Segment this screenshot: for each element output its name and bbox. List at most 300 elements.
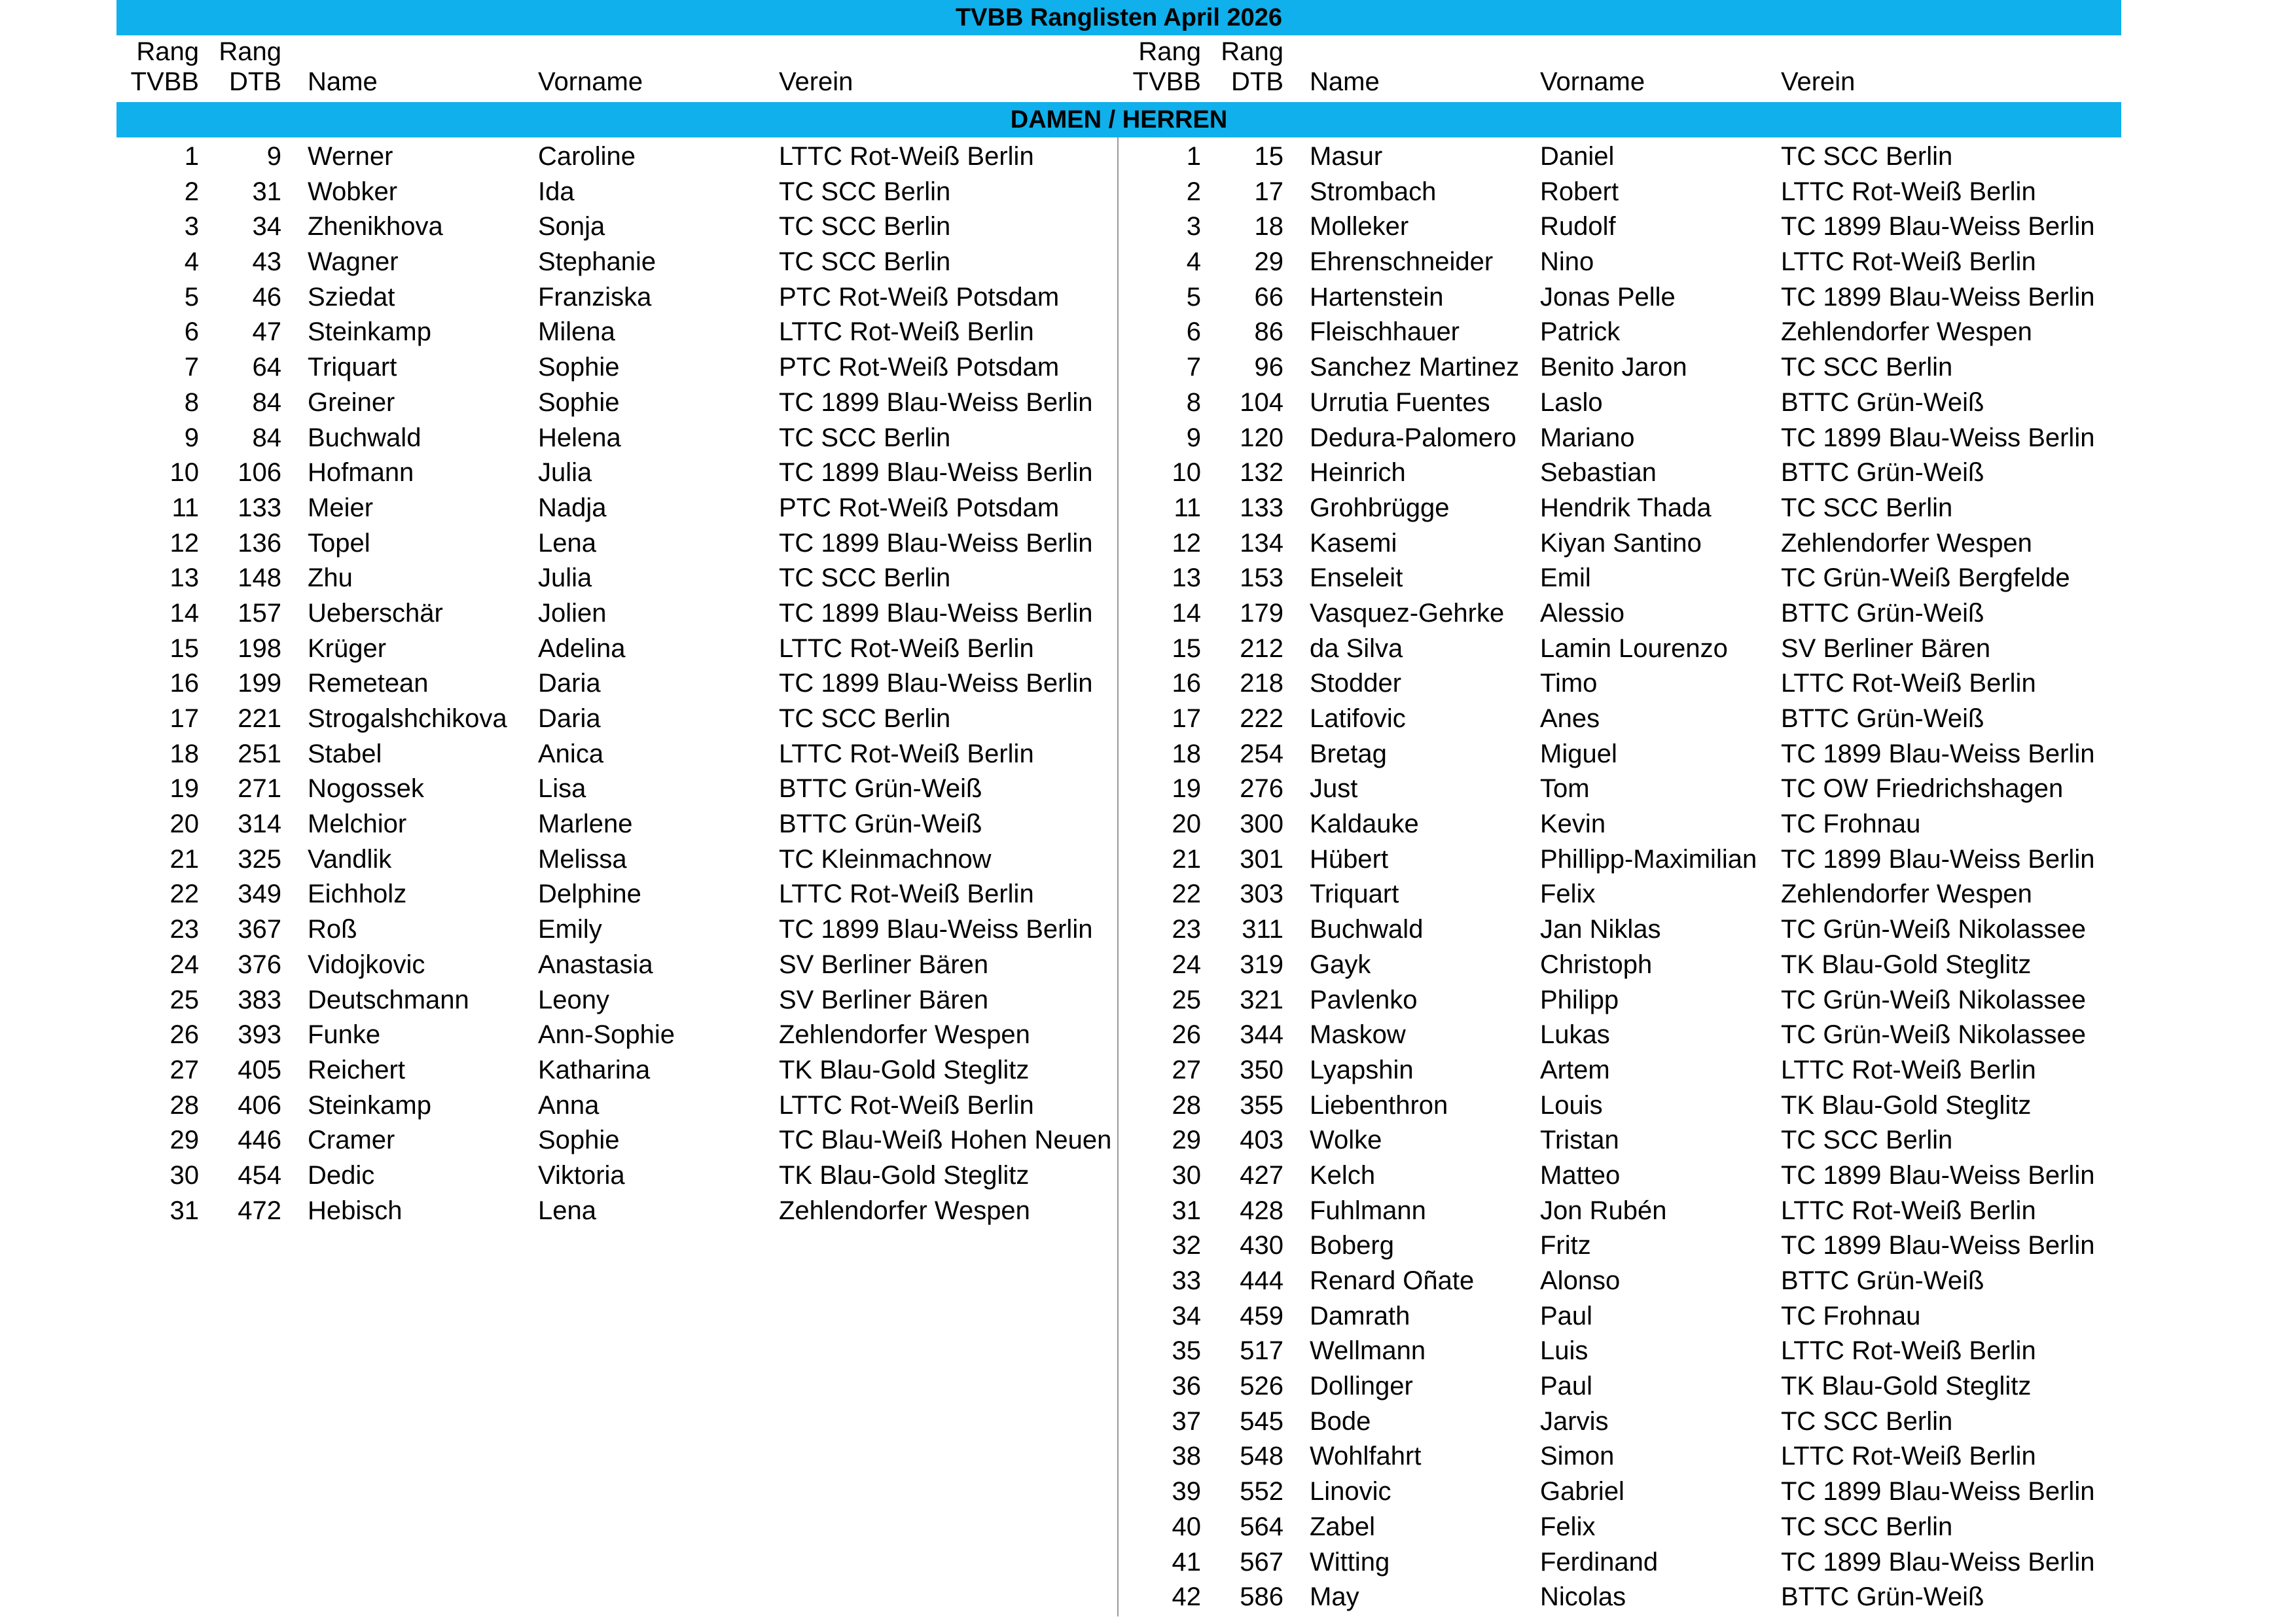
header-rang-tvbb-2: TVBB xyxy=(130,67,199,96)
rank-dtb-cell: 84 xyxy=(252,423,281,452)
vorname-cell: Felix xyxy=(1540,880,1596,909)
rank-tvbb-cell: 11 xyxy=(1174,493,1201,522)
rank-tvbb-cell: 3 xyxy=(1186,212,1201,241)
vorname-cell: Luis xyxy=(1540,1336,1588,1366)
rank-dtb-cell: 314 xyxy=(238,810,281,839)
rank-tvbb-cell: 24 xyxy=(1172,950,1201,979)
rank-dtb-cell: 321 xyxy=(1240,985,1283,1014)
rank-tvbb-cell: 13 xyxy=(1172,563,1201,593)
rank-dtb-cell: 251 xyxy=(238,739,281,768)
section-title: DAMEN / HERREN xyxy=(117,102,2121,137)
name-cell: Funke xyxy=(308,1020,381,1050)
verein-cell: Zehlendorfer Wespen xyxy=(779,1196,1030,1225)
rank-tvbb-cell: 1 xyxy=(184,142,199,171)
table-row xyxy=(117,737,1117,772)
header-rang-dtb-1: Rang xyxy=(219,37,281,66)
verein-cell: LTTC Rot-Weiß Berlin xyxy=(1781,247,2036,277)
verein-cell: TK Blau-Gold Steglitz xyxy=(1781,1372,2032,1401)
table-row xyxy=(117,948,1117,983)
rank-tvbb-cell: 30 xyxy=(170,1160,199,1190)
rank-dtb-cell: 43 xyxy=(252,247,281,277)
verein-cell: TK Blau-Gold Steglitz xyxy=(1781,1090,2032,1120)
rank-tvbb-cell: 20 xyxy=(170,810,199,839)
name-cell: Zhenikhova xyxy=(308,212,443,241)
name-cell: Triquart xyxy=(308,353,397,382)
name-cell: Strogalshchikova xyxy=(308,704,507,733)
rank-dtb-cell: 393 xyxy=(238,1020,281,1050)
table-row xyxy=(1119,877,2121,912)
vorname-cell: Kevin xyxy=(1540,810,1606,839)
vorname-cell: Nadja xyxy=(538,493,607,522)
rank-dtb-cell: 367 xyxy=(238,915,281,944)
vorname-cell: Nino xyxy=(1540,247,1594,277)
vorname-cell: Katharina xyxy=(538,1055,651,1084)
name-cell: Kelch xyxy=(1310,1160,1376,1190)
verein-cell: BTTC Grün-Weiß xyxy=(1781,1266,1984,1295)
verein-cell: TC Grün-Weiß Bergfelde xyxy=(1781,563,2070,593)
rank-dtb-cell: 153 xyxy=(1240,563,1283,593)
rank-tvbb-cell: 30 xyxy=(1172,1160,1201,1190)
rank-dtb-cell: 344 xyxy=(1240,1020,1283,1050)
name-cell: Werner xyxy=(308,142,393,171)
table-row xyxy=(1119,666,2121,702)
rank-dtb-cell: 454 xyxy=(238,1160,281,1190)
verein-cell: TC SCC Berlin xyxy=(779,563,951,593)
rank-dtb-cell: 552 xyxy=(1240,1477,1283,1507)
verein-cell: Zehlendorfer Wespen xyxy=(1781,528,2032,558)
name-cell: Topel xyxy=(308,528,370,558)
vorname-cell: Felix xyxy=(1540,1512,1596,1541)
name-cell: Buchwald xyxy=(308,423,422,452)
name-cell: Witting xyxy=(1310,1547,1390,1577)
rank-tvbb-cell: 26 xyxy=(170,1020,199,1050)
rank-tvbb-cell: 12 xyxy=(1172,528,1201,558)
table-row xyxy=(117,1053,1117,1088)
table-row xyxy=(117,175,1117,210)
rank-tvbb-cell: 7 xyxy=(1186,353,1201,382)
name-cell: Bretag xyxy=(1310,739,1387,768)
name-cell: Zhu xyxy=(308,563,353,593)
verein-cell: LTTC Rot-Weiß Berlin xyxy=(1781,1442,2036,1471)
rank-tvbb-cell: 6 xyxy=(184,317,199,347)
rank-tvbb-cell: 18 xyxy=(1172,739,1201,768)
rank-dtb-cell: 427 xyxy=(1240,1160,1283,1190)
vorname-cell: Anna xyxy=(538,1090,600,1120)
rank-dtb-cell: 179 xyxy=(1240,598,1283,628)
name-cell: Stabel xyxy=(308,739,382,768)
verein-cell: LTTC Rot-Weiß Berlin xyxy=(779,317,1034,347)
vorname-cell: Sonja xyxy=(538,212,605,241)
table-row xyxy=(1119,1545,2121,1580)
table-row xyxy=(117,983,1117,1018)
table-row xyxy=(1119,1158,2121,1194)
rank-tvbb-cell: 5 xyxy=(184,282,199,312)
vorname-cell: Jolien xyxy=(538,598,607,628)
rank-dtb-cell: 106 xyxy=(238,458,281,488)
name-cell: Nogossek xyxy=(308,774,424,804)
rank-tvbb-cell: 19 xyxy=(170,774,199,804)
table-row xyxy=(1119,842,2121,878)
table-row xyxy=(1119,1439,2121,1474)
verein-cell: TC SCC Berlin xyxy=(779,177,951,206)
rank-dtb-cell: 17 xyxy=(1254,177,1283,206)
rank-dtb-cell: 199 xyxy=(238,669,281,698)
rank-dtb-cell: 430 xyxy=(1240,1231,1283,1260)
rank-tvbb-cell: 20 xyxy=(1172,810,1201,839)
rank-dtb-cell: 325 xyxy=(238,844,281,874)
vorname-cell: Matteo xyxy=(1540,1160,1621,1190)
verein-cell: TC SCC Berlin xyxy=(779,704,951,733)
name-cell: Ehrenschneider xyxy=(1310,247,1494,277)
name-cell: Wolke xyxy=(1310,1126,1382,1155)
verein-cell: TC 1899 Blau-Weiss Berlin xyxy=(1781,1477,2095,1507)
table-row xyxy=(117,526,1117,562)
rank-dtb-cell: 567 xyxy=(1240,1547,1283,1577)
rank-dtb-cell: 319 xyxy=(1240,950,1283,979)
table-row xyxy=(1119,912,2121,948)
rank-tvbb-cell: 29 xyxy=(170,1126,199,1155)
rank-tvbb-cell: 39 xyxy=(1172,1477,1201,1507)
table-row xyxy=(1119,702,2121,737)
rank-tvbb-cell: 9 xyxy=(1186,423,1201,452)
name-cell: Liebenthron xyxy=(1310,1090,1448,1120)
table-row xyxy=(1119,983,2121,1018)
name-cell: Heinrich xyxy=(1310,458,1406,488)
name-cell: Greiner xyxy=(308,387,395,417)
header-left xyxy=(117,37,1118,99)
vorname-cell: Sophie xyxy=(538,353,620,382)
rank-tvbb-cell: 24 xyxy=(170,950,199,979)
verein-cell: TC SCC Berlin xyxy=(779,247,951,277)
rank-tvbb-cell: 2 xyxy=(1186,177,1201,206)
rank-tvbb-cell: 32 xyxy=(1172,1231,1201,1260)
table-row xyxy=(1119,807,2121,842)
vorname-cell: Adelina xyxy=(538,633,626,663)
name-cell: Wobker xyxy=(308,177,398,206)
name-cell: Krüger xyxy=(308,633,387,663)
rank-tvbb-cell: 14 xyxy=(170,598,199,628)
rank-dtb-cell: 383 xyxy=(238,985,281,1014)
name-cell: Enseleit xyxy=(1310,563,1403,593)
rank-dtb-cell: 104 xyxy=(1240,387,1283,417)
verein-cell: TC SCC Berlin xyxy=(1781,1406,1953,1436)
rank-dtb-cell: 133 xyxy=(1240,493,1283,522)
name-cell: Dedura-Palomero xyxy=(1310,423,1516,452)
vorname-cell: Hendrik Thada xyxy=(1540,493,1712,522)
header-name: Name xyxy=(1310,67,1380,96)
rank-tvbb-cell: 18 xyxy=(170,739,199,768)
rank-dtb-cell: 47 xyxy=(252,317,281,347)
name-cell: Deutschmann xyxy=(308,985,469,1014)
header-rang-tvbb-1: Rang xyxy=(136,37,199,66)
name-cell: Eichholz xyxy=(308,880,407,909)
table-row xyxy=(117,1088,1117,1124)
vorname-cell: Lisa xyxy=(538,774,586,804)
rank-dtb-cell: 472 xyxy=(238,1196,281,1225)
vorname-cell: Viktoria xyxy=(538,1160,625,1190)
verein-cell: PTC Rot-Weiß Potsdam xyxy=(779,282,1060,312)
rank-dtb-cell: 86 xyxy=(1254,317,1283,347)
table-row xyxy=(117,596,1117,632)
rank-dtb-cell: 548 xyxy=(1240,1442,1283,1471)
rank-tvbb-cell: 8 xyxy=(184,387,199,417)
verein-cell: BTTC Grün-Weiß xyxy=(1781,1582,1984,1612)
table-row xyxy=(1119,280,2121,315)
rank-tvbb-cell: 11 xyxy=(171,493,199,522)
name-cell: Triquart xyxy=(1310,880,1399,909)
vorname-cell: Lamin Lourenzo xyxy=(1540,633,1728,663)
vorname-cell: Anes xyxy=(1540,704,1600,733)
verein-cell: TC 1899 Blau-Weiss Berlin xyxy=(779,669,1093,698)
verein-cell: BTTC Grün-Weiß xyxy=(1781,704,1984,733)
name-cell: Vidojkovic xyxy=(308,950,425,979)
vorname-cell: Nicolas xyxy=(1540,1582,1626,1612)
rank-tvbb-cell: 16 xyxy=(170,669,199,698)
rank-dtb-cell: 444 xyxy=(1240,1266,1283,1295)
rank-tvbb-cell: 8 xyxy=(1186,387,1201,417)
vorname-cell: Jon Rubén xyxy=(1540,1196,1667,1225)
rank-tvbb-cell: 28 xyxy=(1172,1090,1201,1120)
table-row xyxy=(1119,455,2121,491)
vorname-cell: Rudolf xyxy=(1540,212,1616,241)
vorname-cell: Anastasia xyxy=(538,950,653,979)
verein-cell: LTTC Rot-Weiß Berlin xyxy=(779,739,1034,768)
name-cell: Dedic xyxy=(308,1160,375,1190)
header-vorname: Vorname xyxy=(1540,67,1645,96)
rank-dtb-cell: 303 xyxy=(1240,880,1283,909)
header-rang-dtb-2: DTB xyxy=(1231,67,1283,96)
table-row xyxy=(117,912,1117,948)
table-row xyxy=(117,350,1117,385)
rank-dtb-cell: 18 xyxy=(1254,212,1283,241)
name-cell: Masur xyxy=(1310,142,1383,171)
rank-dtb-cell: 271 xyxy=(238,774,281,804)
vorname-cell: Louis xyxy=(1540,1090,1603,1120)
rank-dtb-cell: 446 xyxy=(238,1126,281,1155)
rank-tvbb-cell: 40 xyxy=(1172,1512,1201,1541)
vorname-cell: Sophie xyxy=(538,387,620,417)
verein-cell: SV Berliner Bären xyxy=(1781,633,1991,663)
table-damen xyxy=(117,139,1117,1228)
verein-cell: TC 1899 Blau-Weiss Berlin xyxy=(1781,1160,2095,1190)
table-row xyxy=(1119,315,2121,350)
vorname-cell: Ferdinand xyxy=(1540,1547,1659,1577)
table-row xyxy=(1119,1228,2121,1264)
name-cell: Lyapshin xyxy=(1310,1055,1414,1084)
table-row xyxy=(117,421,1117,456)
table-row xyxy=(1119,1334,2121,1369)
verein-cell: TC SCC Berlin xyxy=(1781,493,1953,522)
rank-tvbb-cell: 27 xyxy=(1172,1055,1201,1084)
rank-dtb-cell: 31 xyxy=(252,177,281,206)
rank-dtb-cell: 15 xyxy=(1254,142,1283,171)
rank-dtb-cell: 355 xyxy=(1240,1090,1283,1120)
verein-cell: LTTC Rot-Weiß Berlin xyxy=(1781,669,2036,698)
name-cell: Hofmann xyxy=(308,458,414,488)
name-cell: Melchior xyxy=(308,810,407,839)
rank-dtb-cell: 29 xyxy=(1254,247,1283,277)
rank-dtb-cell: 132 xyxy=(1240,458,1283,488)
rank-dtb-cell: 349 xyxy=(238,880,281,909)
rank-tvbb-cell: 15 xyxy=(1172,633,1201,663)
rank-dtb-cell: 120 xyxy=(1240,423,1283,452)
name-cell: Steinkamp xyxy=(308,1090,431,1120)
rank-tvbb-cell: 1 xyxy=(1186,142,1201,171)
name-cell: Hübert xyxy=(1310,844,1389,874)
rank-tvbb-cell: 7 xyxy=(184,353,199,382)
verein-cell: TC 1899 Blau-Weiss Berlin xyxy=(779,528,1093,558)
rank-dtb-cell: 136 xyxy=(238,528,281,558)
name-cell: da Silva xyxy=(1310,633,1403,663)
table-row xyxy=(1119,1264,2121,1299)
rank-dtb-cell: 376 xyxy=(238,950,281,979)
name-cell: Wagner xyxy=(308,247,399,277)
verein-cell: TC Frohnau xyxy=(1781,1301,1921,1330)
verein-cell: TC Blau-Weiß Hohen Neuen xyxy=(779,1126,1112,1155)
verein-cell: LTTC Rot-Weiß Berlin xyxy=(779,142,1034,171)
name-cell: Molleker xyxy=(1310,212,1409,241)
verein-cell: TC SCC Berlin xyxy=(779,212,951,241)
name-cell: Sziedat xyxy=(308,282,395,312)
table-row xyxy=(1119,526,2121,562)
table-herren xyxy=(1119,139,2121,1615)
name-cell: Stodder xyxy=(1310,669,1402,698)
rank-dtb-cell: 66 xyxy=(1254,282,1283,312)
header-rang-dtb-1: Rang xyxy=(1221,37,1283,66)
vorname-cell: Julia xyxy=(538,563,592,593)
table-row xyxy=(117,1123,1117,1158)
table-row xyxy=(117,1194,1117,1229)
table-row xyxy=(117,807,1117,842)
name-cell: Renard Oñate xyxy=(1310,1266,1475,1295)
rank-tvbb-cell: 26 xyxy=(1172,1020,1201,1050)
table-row xyxy=(117,1158,1117,1194)
verein-cell: LTTC Rot-Weiß Berlin xyxy=(779,1090,1034,1120)
header-rang-tvbb-1: Rang xyxy=(1138,37,1201,66)
table-row xyxy=(117,280,1117,315)
table-row xyxy=(1119,421,2121,456)
rank-tvbb-cell: 28 xyxy=(170,1090,199,1120)
rank-dtb-cell: 46 xyxy=(252,282,281,312)
table-row xyxy=(117,877,1117,912)
table-row xyxy=(117,245,1117,280)
document-title: TVBB Ranglisten April 2026 xyxy=(117,0,2121,35)
rank-tvbb-cell: 29 xyxy=(1172,1126,1201,1155)
table-row xyxy=(1119,350,2121,385)
rank-dtb-cell: 218 xyxy=(1240,669,1283,698)
vorname-cell: Jonas Pelle xyxy=(1540,282,1676,312)
table-row xyxy=(1119,1474,2121,1510)
table-row xyxy=(1119,1369,2121,1404)
vorname-cell: Franziska xyxy=(538,282,652,312)
name-cell: Vasquez-Gehrke xyxy=(1310,598,1505,628)
name-cell: Pavlenko xyxy=(1310,985,1418,1014)
rank-tvbb-cell: 5 xyxy=(1186,282,1201,312)
verein-cell: TC 1899 Blau-Weiss Berlin xyxy=(1781,423,2095,452)
vorname-cell: Daniel xyxy=(1540,142,1615,171)
table-row xyxy=(1119,1088,2121,1124)
table-row xyxy=(1119,1053,2121,1088)
header-verein: Verein xyxy=(779,67,853,96)
verein-cell: PTC Rot-Weiß Potsdam xyxy=(779,493,1060,522)
vorname-cell: Tom xyxy=(1540,774,1590,804)
rank-tvbb-cell: 9 xyxy=(184,423,199,452)
rank-tvbb-cell: 4 xyxy=(1186,247,1201,277)
vorname-cell: Delphine xyxy=(538,880,641,909)
rank-dtb-cell: 198 xyxy=(238,633,281,663)
verein-cell: BTTC Grün-Weiß xyxy=(1781,598,1984,628)
rank-dtb-cell: 403 xyxy=(1240,1126,1283,1155)
name-cell: Vandlik xyxy=(308,844,392,874)
rank-tvbb-cell: 19 xyxy=(1172,774,1201,804)
verein-cell: BTTC Grün-Weiß xyxy=(779,810,982,839)
rank-dtb-cell: 406 xyxy=(238,1090,281,1120)
verein-cell: BTTC Grün-Weiß xyxy=(779,774,982,804)
name-cell: Latifovic xyxy=(1310,704,1406,733)
rank-dtb-cell: 405 xyxy=(238,1055,281,1084)
verein-cell: TC 1899 Blau-Weiss Berlin xyxy=(1781,1547,2095,1577)
verein-cell: TC OW Friedrichshagen xyxy=(1781,774,2064,804)
name-cell: Buchwald xyxy=(1310,915,1424,944)
name-cell: Steinkamp xyxy=(308,317,431,347)
vorname-cell: Daria xyxy=(538,669,601,698)
table-row xyxy=(1119,1194,2121,1229)
rank-tvbb-cell: 38 xyxy=(1172,1442,1201,1471)
verein-cell: TK Blau-Gold Steglitz xyxy=(1781,950,2032,979)
verein-cell: TC Grün-Weiß Nikolassee xyxy=(1781,915,2087,944)
rank-tvbb-cell: 22 xyxy=(1172,880,1201,909)
vorname-cell: Helena xyxy=(538,423,621,452)
vorname-cell: Leony xyxy=(538,985,609,1014)
vorname-cell: Lena xyxy=(538,1196,596,1225)
rank-tvbb-cell: 25 xyxy=(170,985,199,1014)
rank-tvbb-cell: 15 xyxy=(170,633,199,663)
verein-cell: TK Blau-Gold Steglitz xyxy=(779,1055,1030,1084)
name-cell: Strombach xyxy=(1310,177,1437,206)
verein-cell: TC SCC Berlin xyxy=(779,423,951,452)
rank-dtb-cell: 586 xyxy=(1240,1582,1283,1612)
vorname-cell: Julia xyxy=(538,458,592,488)
verein-cell: LTTC Rot-Weiß Berlin xyxy=(1781,1336,2036,1366)
rank-tvbb-cell: 33 xyxy=(1172,1266,1201,1295)
verein-cell: TC SCC Berlin xyxy=(1781,142,1953,171)
rank-dtb-cell: 459 xyxy=(1240,1301,1283,1330)
rank-tvbb-cell: 2 xyxy=(184,177,199,206)
rank-dtb-cell: 276 xyxy=(1240,774,1283,804)
verein-cell: TC 1899 Blau-Weiss Berlin xyxy=(779,458,1093,488)
rank-dtb-cell: 254 xyxy=(1240,739,1283,768)
rank-dtb-cell: 301 xyxy=(1240,844,1283,874)
verein-cell: TK Blau-Gold Steglitz xyxy=(779,1160,1030,1190)
verein-cell: TC 1899 Blau-Weiss Berlin xyxy=(1781,1231,2095,1260)
vorname-cell: Ann-Sophie xyxy=(538,1020,675,1050)
rank-tvbb-cell: 34 xyxy=(1172,1301,1201,1330)
vorname-cell: Jarvis xyxy=(1540,1406,1609,1436)
rank-tvbb-cell: 31 xyxy=(170,1196,199,1225)
table-row xyxy=(117,561,1117,596)
name-cell: Wellmann xyxy=(1310,1336,1426,1366)
vorname-cell: Phillipp-Maximilian xyxy=(1540,844,1757,874)
name-cell: Boberg xyxy=(1310,1231,1394,1260)
verein-cell: SV Berliner Bären xyxy=(779,950,989,979)
rank-dtb-cell: 526 xyxy=(1240,1372,1283,1401)
rank-tvbb-cell: 36 xyxy=(1172,1372,1201,1401)
rank-dtb-cell: 564 xyxy=(1240,1512,1283,1541)
name-cell: Cramer xyxy=(308,1126,395,1155)
table-row xyxy=(1119,209,2121,245)
table-row xyxy=(117,702,1117,737)
table-row xyxy=(1119,1510,2121,1545)
